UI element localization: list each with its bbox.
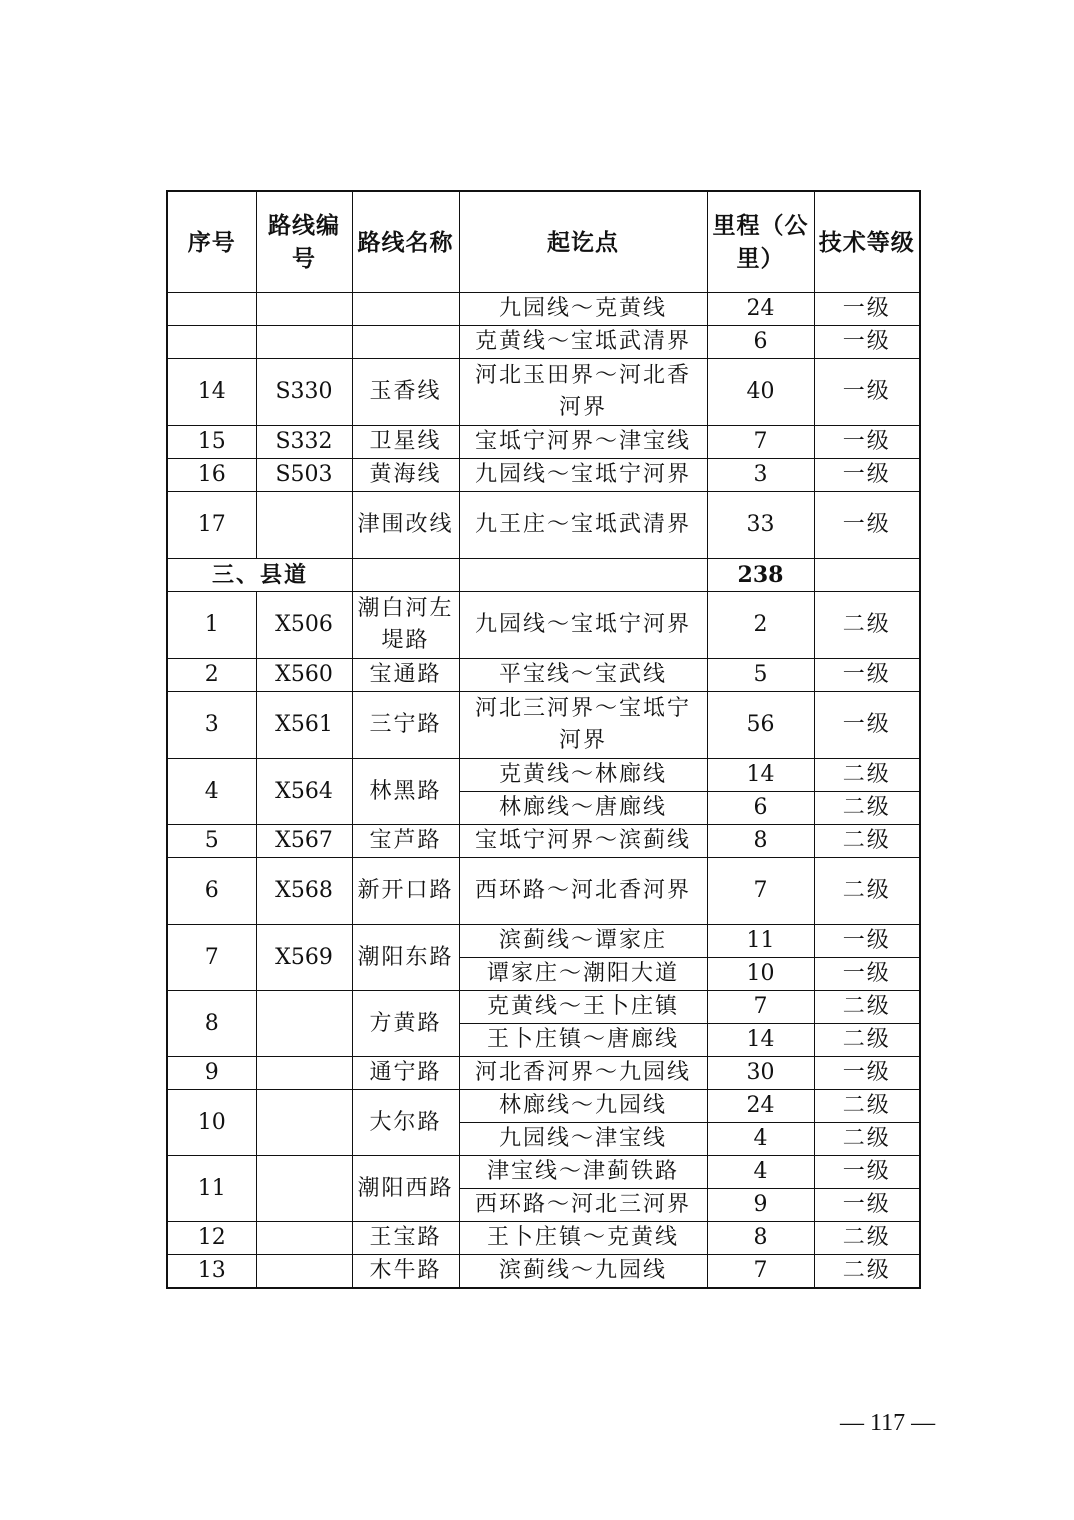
cell-endpoints: 滨蓟线～谭家庄 <box>459 925 707 958</box>
cell-seq: 6 <box>167 858 256 925</box>
cell-name: 三宁路 <box>352 692 459 759</box>
table-row <box>167 326 920 359</box>
cell-endpoints: 王卜庄镇～唐廊线 <box>459 1024 707 1057</box>
cell-endpoints: 西环路～河北香河界 <box>459 858 707 925</box>
cell-km: 14 <box>707 1024 814 1057</box>
table-row <box>167 459 920 492</box>
cell-name: 潮白河左堤路 <box>352 592 459 659</box>
table-row <box>167 592 920 659</box>
cell-endpoints: 九园线～宝坻宁河界 <box>459 459 707 492</box>
table-row <box>167 692 920 759</box>
cell-code: S332 <box>256 426 352 459</box>
cell-endpoints: 王卜庄镇～克黄线 <box>459 1222 707 1255</box>
cell-name: 新开口路 <box>352 858 459 925</box>
cell-seq: 4 <box>167 759 256 825</box>
section-title: 三、县道 <box>167 559 352 592</box>
cell-code: X564 <box>256 759 352 825</box>
cell-grade: 一级 <box>814 958 920 991</box>
cell-endpoints: 九王庄～宝坻武清界 <box>459 492 707 559</box>
cell-endpoints: 河北香河界～九园线 <box>459 1057 707 1090</box>
cell-grade: 一级 <box>814 692 920 759</box>
cell-grade: 二级 <box>814 1255 920 1289</box>
cell-name: 通宁路 <box>352 1057 459 1090</box>
cell-km: 7 <box>707 1255 814 1289</box>
cell-seq: 5 <box>167 825 256 858</box>
cell-endpoints: 九园线～宝坻宁河界 <box>459 592 707 659</box>
table-row <box>167 1255 920 1289</box>
cell-seq <box>167 326 256 359</box>
page-number: — 117 — <box>840 1410 936 1436</box>
road-table <box>166 190 921 1289</box>
cell-km: 30 <box>707 1057 814 1090</box>
cell-grade: 一级 <box>814 925 920 958</box>
cell-endpoints: 克黄线～王卜庄镇 <box>459 991 707 1024</box>
cell-name: 潮阳西路 <box>352 1156 459 1222</box>
table-row <box>167 1090 920 1123</box>
cell-grade: 二级 <box>814 1123 920 1156</box>
table-row <box>167 1057 920 1090</box>
cell-km: 8 <box>707 1222 814 1255</box>
cell-grade: 一级 <box>814 426 920 459</box>
cell-seq <box>167 293 256 326</box>
cell-seq: 10 <box>167 1090 256 1156</box>
header-route-name: 路线名称 <box>352 191 459 293</box>
cell-code: S503 <box>256 459 352 492</box>
cell-km: 2 <box>707 592 814 659</box>
cell-code <box>256 1057 352 1090</box>
cell-endpoints: 九园线～克黄线 <box>459 293 707 326</box>
cell-km: 24 <box>707 1090 814 1123</box>
cell-seq: 14 <box>167 359 256 426</box>
table-row <box>167 925 920 958</box>
cell-name: 卫星线 <box>352 426 459 459</box>
cell-seq: 1 <box>167 592 256 659</box>
cell-grade: 二级 <box>814 858 920 925</box>
cell-seq: 11 <box>167 1156 256 1222</box>
cell-code: X561 <box>256 692 352 759</box>
cell-seq: 15 <box>167 426 256 459</box>
cell-grade: 一级 <box>814 459 920 492</box>
cell-grade: 一级 <box>814 326 920 359</box>
cell-grade: 二级 <box>814 792 920 825</box>
cell-code <box>256 1222 352 1255</box>
table-row <box>167 759 920 792</box>
cell-grade: 二级 <box>814 1024 920 1057</box>
cell-seq: 7 <box>167 925 256 991</box>
cell-endpoints: 津宝线～津蓟铁路 <box>459 1156 707 1189</box>
cell-name <box>352 326 459 359</box>
cell-seq: 3 <box>167 692 256 759</box>
cell-name: 宝芦路 <box>352 825 459 858</box>
cell-km: 4 <box>707 1123 814 1156</box>
table-row <box>167 359 920 426</box>
cell-km: 56 <box>707 692 814 759</box>
cell-code <box>256 1156 352 1222</box>
cell-name: 大尔路 <box>352 1090 459 1156</box>
cell-name: 方黄路 <box>352 991 459 1057</box>
cell-code <box>256 326 352 359</box>
table-row <box>167 492 920 559</box>
cell-endpoints: 滨蓟线～九园线 <box>459 1255 707 1289</box>
cell-endpoints: 九园线～津宝线 <box>459 1123 707 1156</box>
cell-code <box>256 1090 352 1156</box>
cell-code: S330 <box>256 359 352 426</box>
cell-km: 8 <box>707 825 814 858</box>
cell-endpoints: 克黄线～林廊线 <box>459 759 707 792</box>
cell-name: 宝通路 <box>352 659 459 692</box>
section-row <box>167 559 920 592</box>
cell-code: X567 <box>256 825 352 858</box>
cell-name <box>352 293 459 326</box>
table-row <box>167 1156 920 1189</box>
cell-endpoints <box>459 559 707 592</box>
cell-grade: 一级 <box>814 1057 920 1090</box>
header-mileage: 里程（公里） <box>707 191 814 293</box>
cell-grade: 二级 <box>814 991 920 1024</box>
cell-grade: 一级 <box>814 1189 920 1222</box>
cell-grade <box>814 559 920 592</box>
cell-km: 7 <box>707 426 814 459</box>
cell-seq: 9 <box>167 1057 256 1090</box>
cell-grade: 二级 <box>814 825 920 858</box>
cell-km: 4 <box>707 1156 814 1189</box>
cell-km: 10 <box>707 958 814 991</box>
cell-name: 玉香线 <box>352 359 459 426</box>
cell-grade: 一级 <box>814 1156 920 1189</box>
table-row <box>167 293 920 326</box>
cell-code <box>256 492 352 559</box>
cell-code <box>256 1255 352 1289</box>
header-endpoints: 起讫点 <box>459 191 707 293</box>
cell-name: 津围改线 <box>352 492 459 559</box>
header-seq: 序号 <box>167 191 256 293</box>
cell-name: 黄海线 <box>352 459 459 492</box>
cell-name: 王宝路 <box>352 1222 459 1255</box>
cell-grade: 二级 <box>814 1222 920 1255</box>
cell-name: 林黑路 <box>352 759 459 825</box>
table-row <box>167 858 920 925</box>
cell-grade: 二级 <box>814 592 920 659</box>
cell-km: 33 <box>707 492 814 559</box>
cell-endpoints: 宝坻宁河界～滨蓟线 <box>459 825 707 858</box>
cell-grade: 一级 <box>814 359 920 426</box>
cell-seq: 17 <box>167 492 256 559</box>
cell-name: 潮阳东路 <box>352 925 459 991</box>
cell-km: 7 <box>707 991 814 1024</box>
cell-km: 11 <box>707 925 814 958</box>
header-route-code: 路线编号 <box>256 191 352 293</box>
header-grade: 技术等级 <box>814 191 920 293</box>
cell-name <box>352 559 459 592</box>
cell-code: X506 <box>256 592 352 659</box>
section-total-km: 238 <box>707 559 814 592</box>
cell-endpoints: 西环路～河北三河界 <box>459 1189 707 1222</box>
table-row <box>167 426 920 459</box>
cell-endpoints: 林廊线～唐廊线 <box>459 792 707 825</box>
table-row <box>167 991 920 1024</box>
cell-seq: 8 <box>167 991 256 1057</box>
cell-km: 24 <box>707 293 814 326</box>
cell-code: X568 <box>256 858 352 925</box>
cell-km: 14 <box>707 759 814 792</box>
cell-km: 40 <box>707 359 814 426</box>
cell-grade: 二级 <box>814 1090 920 1123</box>
cell-code <box>256 293 352 326</box>
table-row <box>167 1222 920 1255</box>
cell-grade: 二级 <box>814 759 920 792</box>
table-row <box>167 659 920 692</box>
cell-km: 9 <box>707 1189 814 1222</box>
cell-grade: 一级 <box>814 659 920 692</box>
cell-code: X560 <box>256 659 352 692</box>
cell-grade: 一级 <box>814 492 920 559</box>
cell-km: 6 <box>707 792 814 825</box>
cell-code: X569 <box>256 925 352 991</box>
cell-grade: 一级 <box>814 293 920 326</box>
table-row <box>167 825 920 858</box>
cell-seq: 2 <box>167 659 256 692</box>
table-header-row <box>167 191 920 293</box>
cell-code <box>256 991 352 1057</box>
cell-km: 3 <box>707 459 814 492</box>
cell-name: 木牛路 <box>352 1255 459 1289</box>
cell-endpoints: 谭家庄～潮阳大道 <box>459 958 707 991</box>
cell-km: 7 <box>707 858 814 925</box>
cell-km: 5 <box>707 659 814 692</box>
cell-seq: 12 <box>167 1222 256 1255</box>
cell-endpoints: 克黄线～宝坻武清界 <box>459 326 707 359</box>
cell-seq: 16 <box>167 459 256 492</box>
cell-endpoints: 河北三河界～宝坻宁河界 <box>459 692 707 759</box>
cell-endpoints: 平宝线～宝武线 <box>459 659 707 692</box>
cell-endpoints: 林廊线～九园线 <box>459 1090 707 1123</box>
cell-endpoints: 河北玉田界～河北香河界 <box>459 359 707 426</box>
cell-km: 6 <box>707 326 814 359</box>
cell-endpoints: 宝坻宁河界～津宝线 <box>459 426 707 459</box>
cell-seq: 13 <box>167 1255 256 1289</box>
